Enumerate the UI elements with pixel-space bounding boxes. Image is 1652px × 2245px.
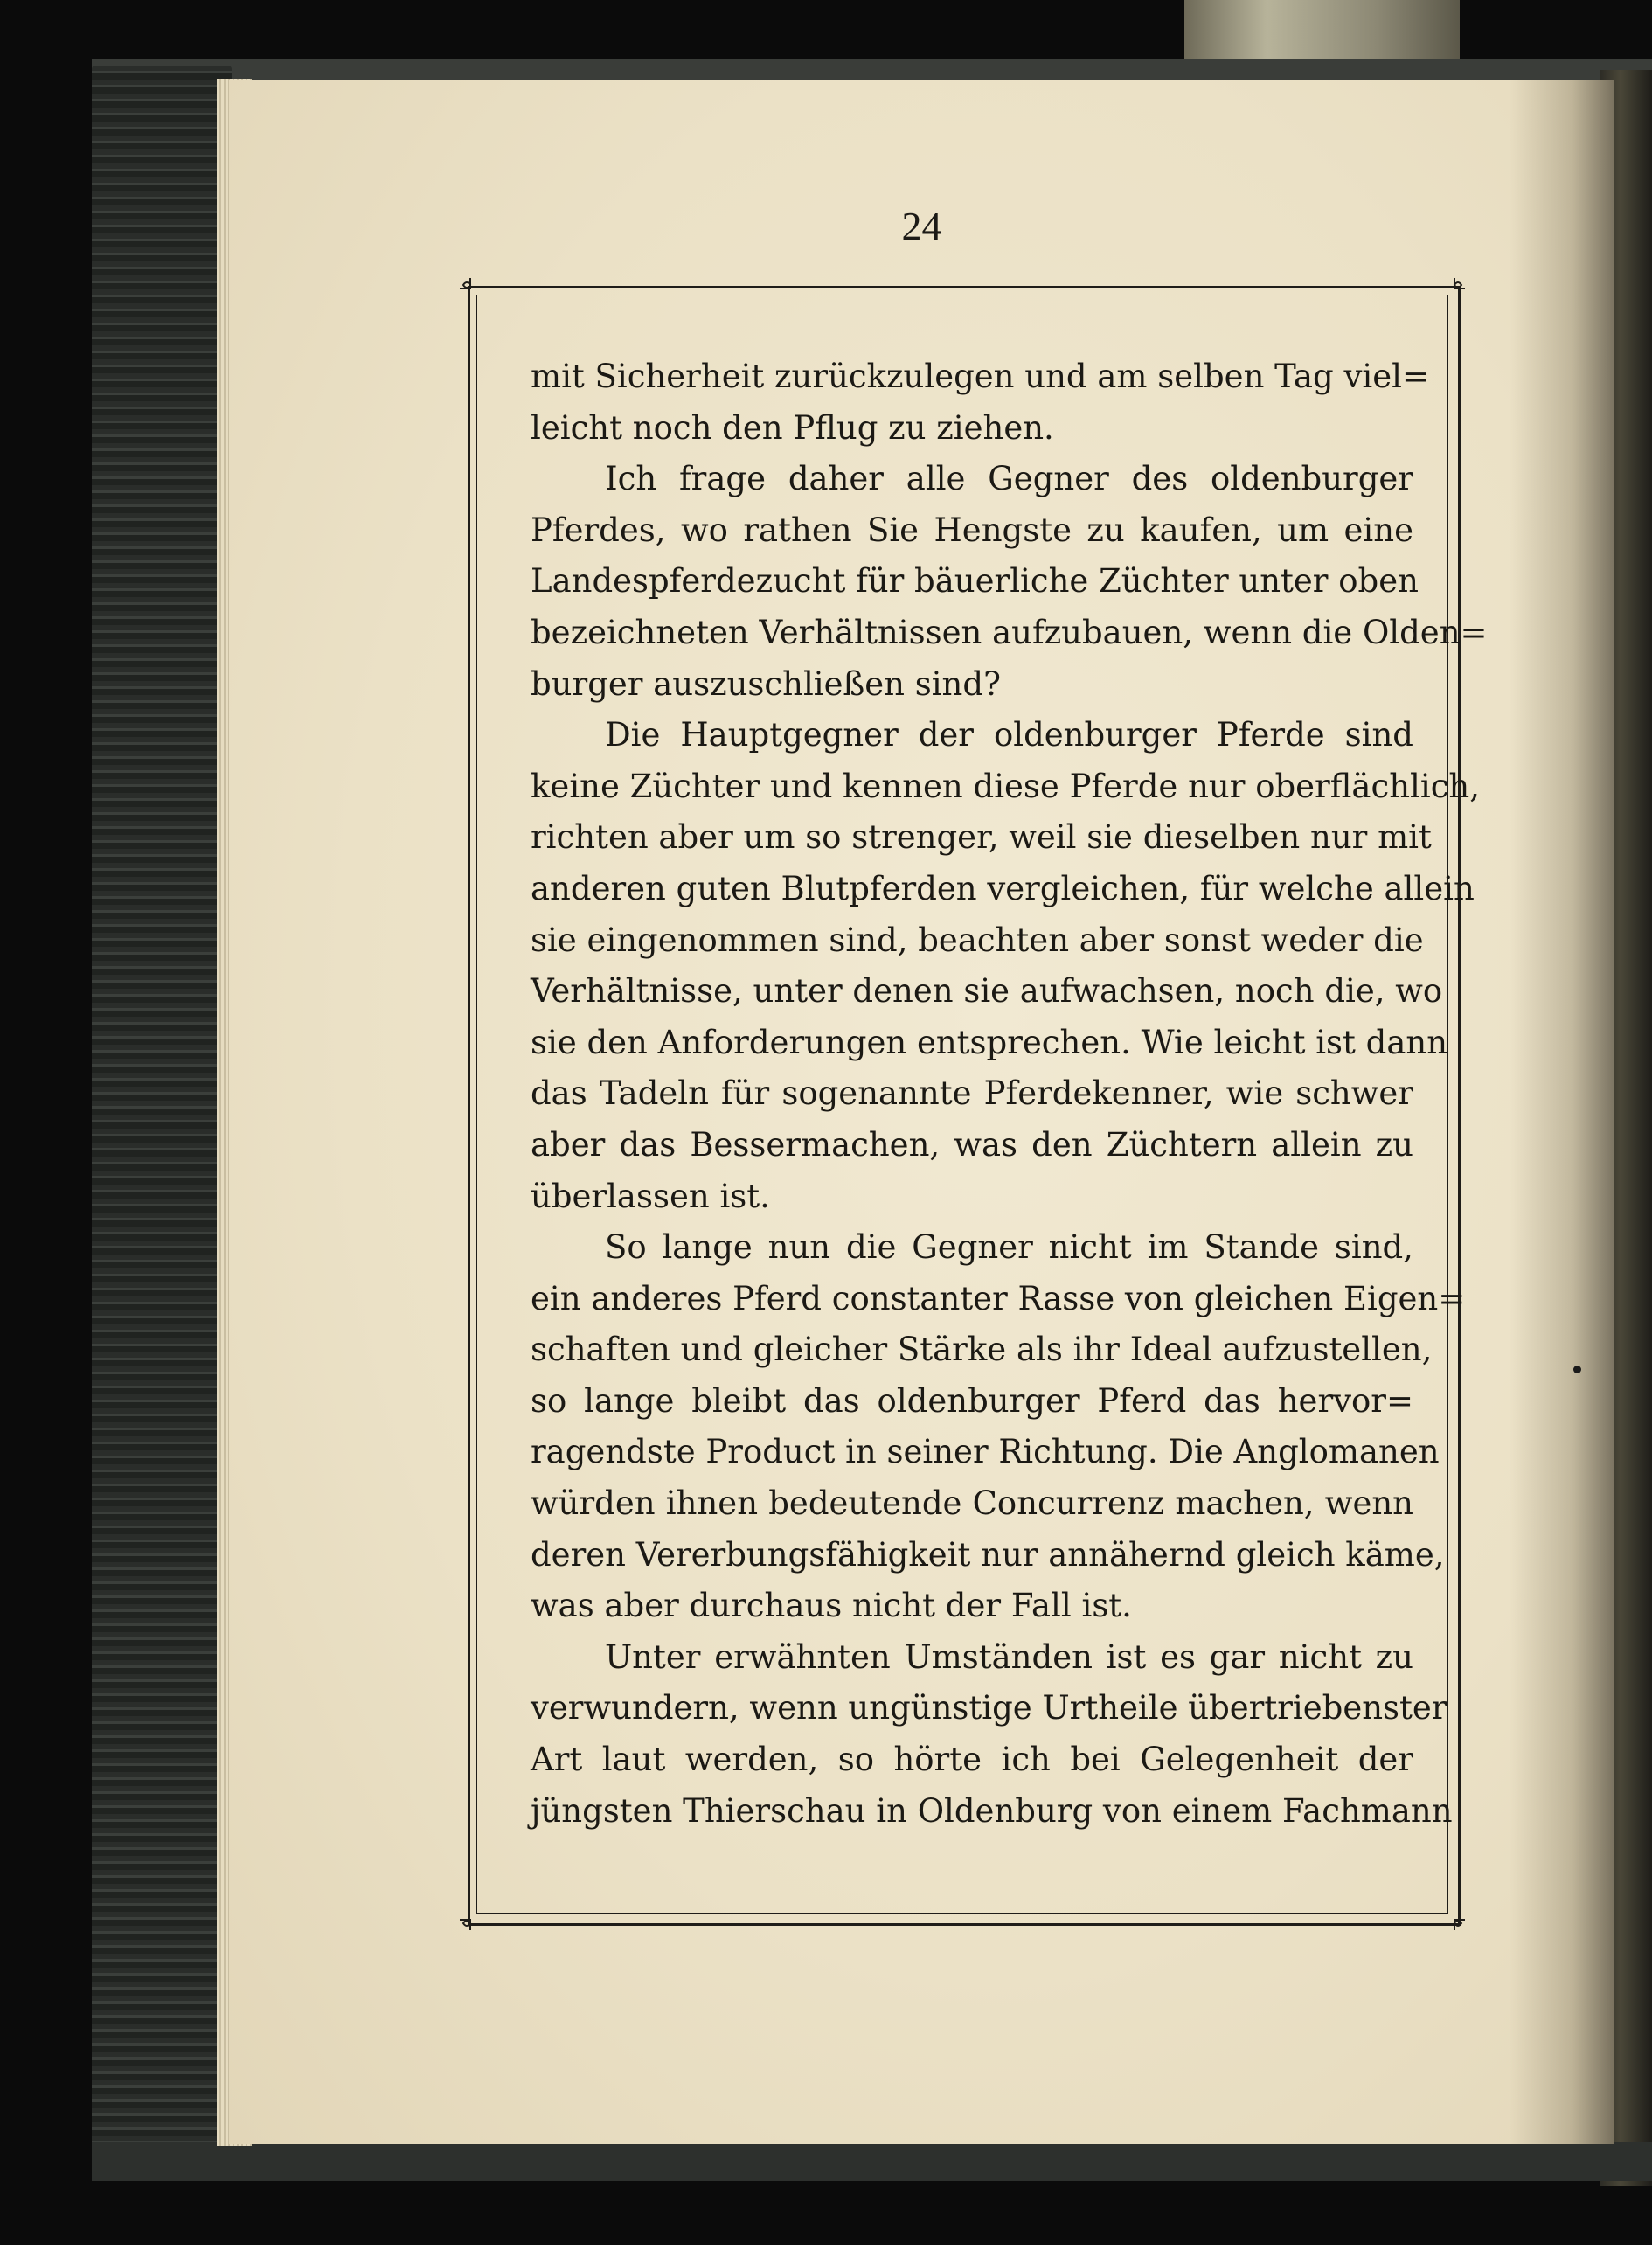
text-line: ein anderes Pferd constanter Rasse von gleichen Eigen= xyxy=(531,1279,1466,1317)
book-page xyxy=(229,80,1614,2144)
text-line: burger auszuschließen sind? xyxy=(531,664,1001,703)
ink-speck xyxy=(1573,1366,1581,1373)
text-line: Ich frage daher alle Gegner des oldenburger xyxy=(605,460,1413,498)
text-line: anderen guten Blutpferden vergleichen, für welche allein xyxy=(531,869,1475,907)
page-gutter-shadow xyxy=(1510,80,1614,2144)
text-line: so lange bleibt das oldenburger Pferd das hervor= xyxy=(531,1381,1413,1420)
ornament-corner-icon xyxy=(1442,276,1467,301)
body-text xyxy=(531,351,1488,1837)
text-line: schaften und gleicher Stärke als ihr Ideal aufzustellen, xyxy=(531,1331,1433,1369)
text-line: aber das Bessermachen, was den Züchtern allein zu xyxy=(531,1125,1413,1164)
ornament-corner-icon xyxy=(1442,1908,1467,1932)
text-line: Art laut werden, so hörte ich bei Gelegenheit der xyxy=(531,1741,1413,1779)
text-line: Verhältnisse, unter denen sie aufwachsen, noch die, wo xyxy=(531,972,1443,1011)
text-line: überlassen ist. xyxy=(531,1177,770,1215)
text-line: Pferdes, wo rathen Sie Hengste zu kaufen, um eine xyxy=(531,511,1413,549)
text-line: richten aber um so strenger, weil sie dieselben nur mit xyxy=(531,818,1432,857)
text-line: sie eingenommen sind, beachten aber sonst weder die xyxy=(531,921,1424,959)
text-line: jüngsten Thierschau in Oldenburg von einem Fachmann xyxy=(531,1791,1453,1830)
text-line: sie den Anforderungen entsprechen. Wie leicht ist dann xyxy=(531,1023,1448,1061)
text-line: ragendste Product in seiner Richtung. Die Anglomanen xyxy=(531,1433,1440,1471)
page-number: 24 xyxy=(901,204,942,248)
ornament-corner-icon xyxy=(458,276,482,301)
ornament-corner-icon xyxy=(458,1908,482,1932)
text-line: würden ihnen bedeutende Concurrenz machen, wenn xyxy=(531,1484,1413,1523)
text-line: Unter erwähnten Umständen ist es gar nicht zu xyxy=(605,1637,1413,1676)
text-line: So lange nun die Gegner nicht im Stande sind, xyxy=(605,1228,1413,1267)
text-line: das Tadeln für sogenannte Pferdekenner, wie schwer xyxy=(531,1074,1413,1113)
text-line: deren Vererbungsfähigkeit nur annähernd gleich käme, xyxy=(531,1535,1445,1574)
text-line: keine Züchter und kennen diese Pferde nur oberflächlich, xyxy=(531,767,1481,805)
text-line: bezeichneten Verhältnissen aufzubauen, wenn die Olden= xyxy=(531,613,1488,651)
text-line: Die Hauptgegner der oldenburger Pferde sind xyxy=(605,716,1413,754)
text-line: verwundern, wenn ungünstige Urtheile übertriebenster xyxy=(531,1689,1447,1727)
text-line: mit Sicherheit zurückzulegen und am selben Tag viel= xyxy=(531,358,1429,395)
text-line: Landespferdezucht für bäuerliche Züchter unter oben xyxy=(531,562,1419,601)
book-cover-left xyxy=(92,66,232,2181)
text-line: leicht noch den Pflug zu ziehen. xyxy=(531,408,1054,447)
book-cover-bottom xyxy=(92,2142,1652,2181)
text-line: was aber durchaus nicht der Fall ist. xyxy=(531,1587,1132,1625)
